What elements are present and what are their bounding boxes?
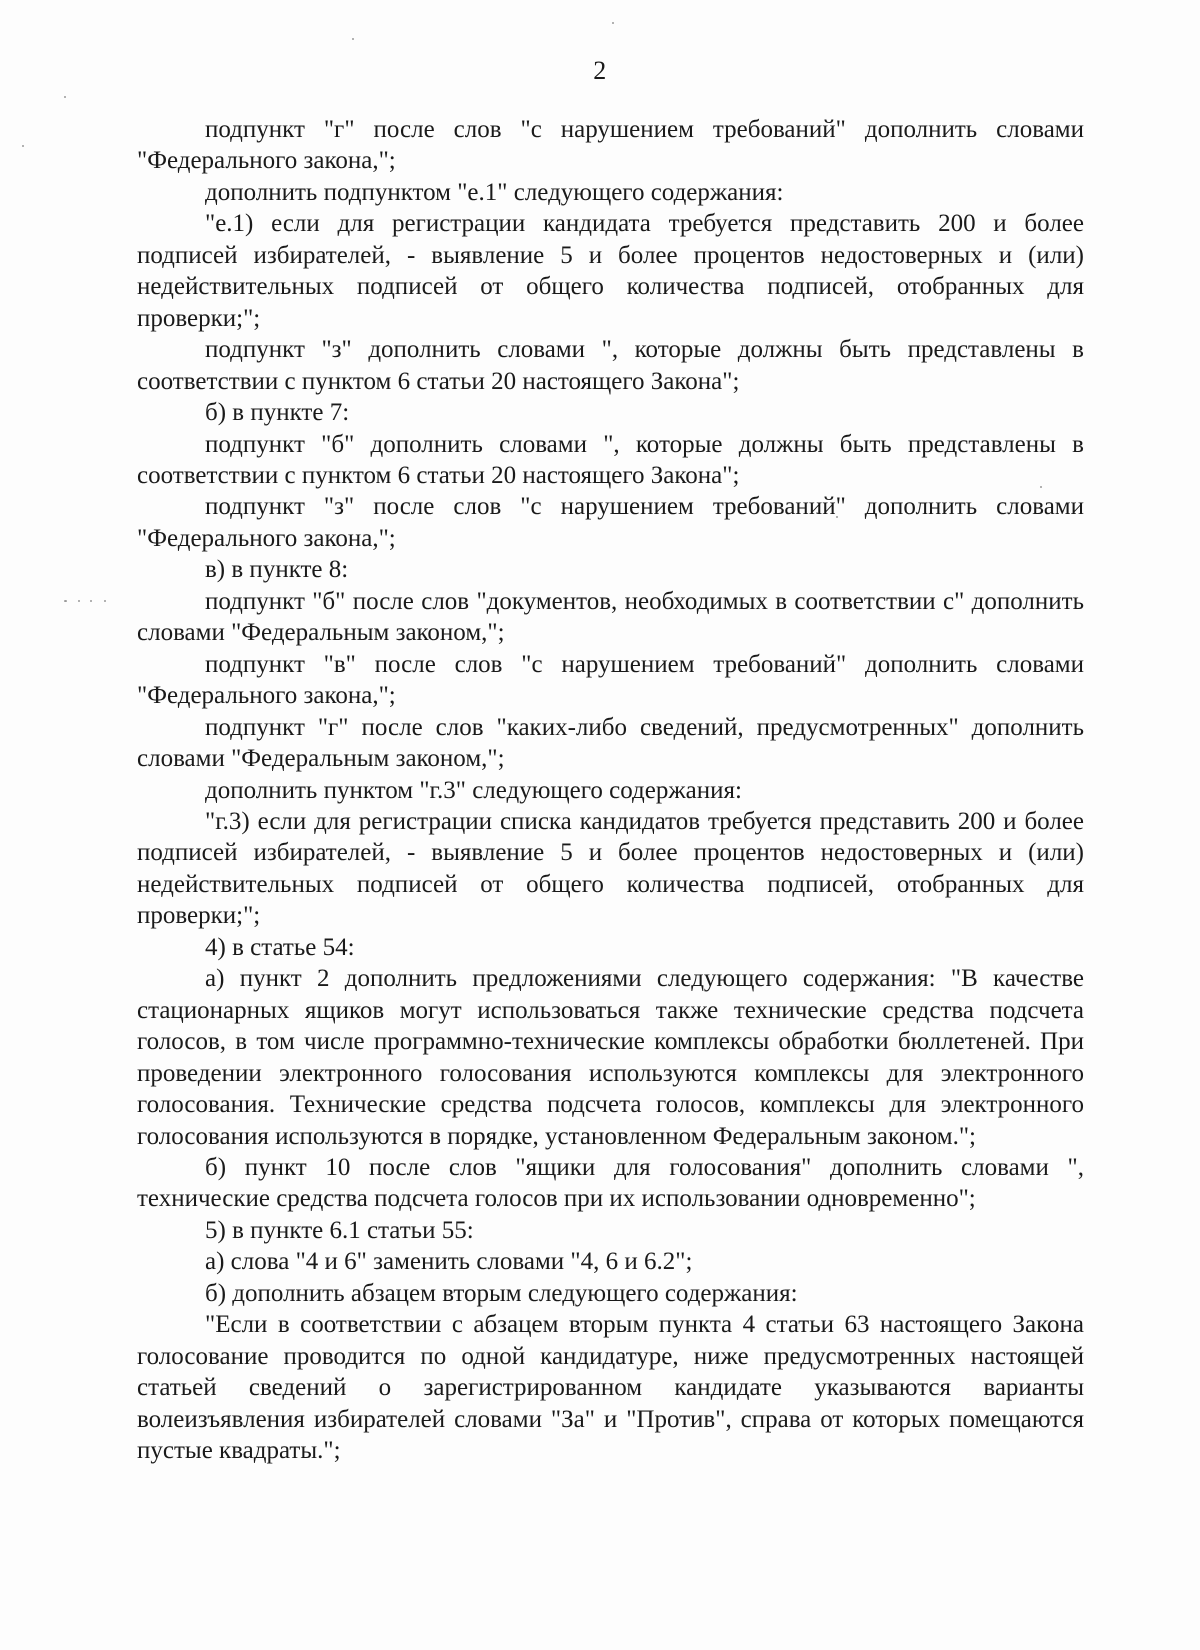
paragraph: "Если в соответствии с абзацем вторым пункта 4 статьи 63 настоящего Закона голосование проводится по одной кандидатуре, ниже предусмотренных настоящей статьей сведений о зарегистрированном кандидате указываются варианты волеизъявления избирателей словами "За" и "Против", справа от которых помещаются пустые квадраты.";: [137, 1311, 1084, 1465]
page-number: 2: [593, 56, 607, 85]
paragraph: подпункт "з" дополнить словами ", которые должны быть представлены в соответствии с пунктом 6 статьи 20 настоящего Закона";: [137, 336, 1084, 395]
paragraph: подпункт "г" после слов "каких-либо сведений, предусмотренных" дополнить словами "Федеральным законом,";: [137, 713, 1084, 773]
paragraph: дополнить подпунктом "е.1" следующего содержания:: [205, 178, 784, 206]
paragraph: подпункт "в" после слов "с нарушением требований" дополнить словами "Федерального закона,";: [137, 650, 1084, 710]
paragraph: в) в пункте 8:: [205, 556, 349, 584]
paragraph: б) в пункте 7:: [205, 399, 350, 427]
paragraph: б) пункт 10 после слов "ящики для голосования" дополнить словами ", технические средства подсчета голосов при их использовании одновременно";: [137, 1153, 1084, 1213]
paragraph: б) дополнить абзацем вторым следующего содержания:: [205, 1279, 798, 1307]
paragraph: "г.3) если для регистрации списка кандидатов требуется представить 200 и более подписей избирателей, - выявление 5 и более процентов недостоверных и (или) недействительных подписей от общего количества подписей, отобранных для проверки;";: [137, 807, 1084, 930]
paragraph: дополнить пунктом "г.3" следующего содержания:: [205, 776, 742, 804]
paragraph: подпункт "з" после слов "с нарушением требований" дополнить словами "Федерального закона,";: [137, 493, 1084, 552]
document-body: [137, 114, 1084, 1466]
paragraph: 5) в пункте 6.1 статьи 55:: [205, 1216, 474, 1244]
paragraph: а) пункт 2 дополнить предложениями следующего содержания: "В качестве стационарных ящиков могут использоваться также технические средства подсчета голосов, в том числе программно-технические комплексы обработки бюллетеней. При проведении электронного голосования используются комплексы для электронного голосования. Технические средства подсчета голосов, комплексы для электронного голосования используются в порядке, установленном Федеральным законом.";: [137, 965, 1084, 1150]
paragraph: подпункт "б" после слов "документов, необходимых в соответствии с" дополнить словами "Федеральным законом,";: [137, 587, 1084, 647]
paragraph: подпункт "г" после слов "с нарушением требований" дополнить словами "Федерального закона,";: [137, 116, 1084, 175]
paragraph: подпункт "б" дополнить словами ", которые должны быть представлены в соответствии с пунктом 6 статьи 20 настоящего Закона";: [137, 430, 1084, 489]
paragraph: 4) в статье 54:: [205, 933, 355, 961]
paragraph: а) слова "4 и 6" заменить словами "4, 6 и 6.2";: [205, 1248, 693, 1276]
paragraph: "е.1) если для регистрации кандидата требуется представить 200 и более подписей избирателей, - выявление 5 и более процентов недостоверных и (или) недействительных подписей от общего количества подписей, отобранных для проверки;";: [137, 210, 1084, 332]
